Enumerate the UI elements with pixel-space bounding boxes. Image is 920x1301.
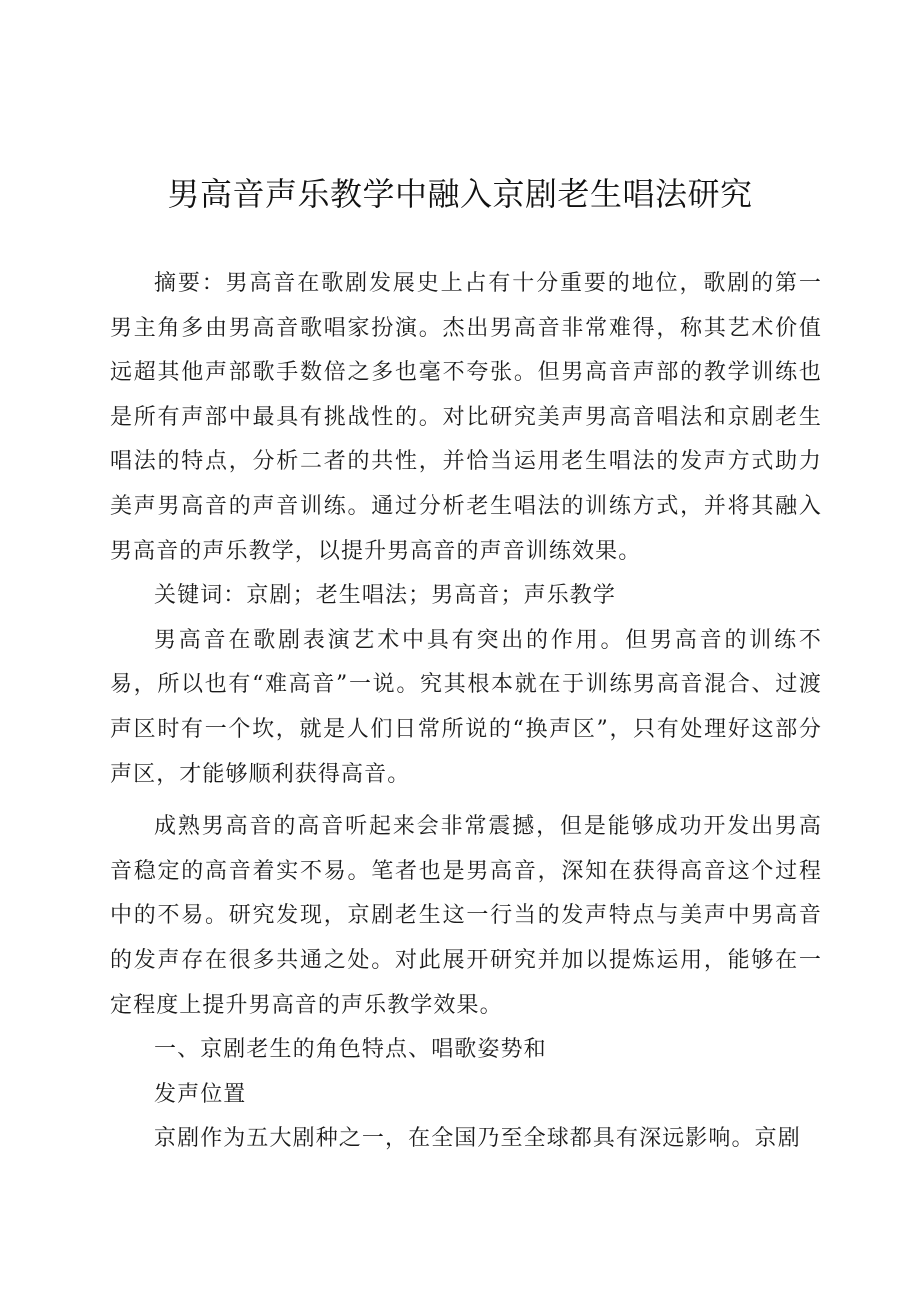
section-heading-1: 一、京剧老生的角色特点、唱歌姿势和 (154, 1037, 547, 1063)
body-paragraph-2: 成熟男高音的高音听起来会非常震撼，但是能够成功开发出男高音稳定的高音着实不易。笔者也是男高音，深知在获得高音这个过程中的不易。研究发现，京剧老生这一行当的发声特点与美声中男高音的发声存在很多共通之处。对此展开研究并加以提炼运用，能够在一定程度上提升男高音的声乐教学效果。 (110, 814, 822, 1018)
section-heading-1-continued: 发声位置 (154, 1081, 247, 1107)
body-paragraph-3: 京剧作为五大剧种之一，在全国乃至全球都具有深远影响。京剧 (154, 1126, 801, 1152)
abstract-paragraph: 摘要：男高音在歌剧发展史上占有十分重要的地位，歌剧的第一男主角多由男高音歌唱家扮演。杰出男高音非常难得，称其艺术价值远超其他声部歌手数倍之多也毫不夸张。但男高音声部的教学训练也是所有声部中最具有挑战性的。对比研究美声男高音唱法和京剧老生唱法的特点，分析二者的共性，并恰当运用老生唱法的发声方式助力美声男高音的声音训练。通过分析老生唱法的训练方式，并将其融入男高音的声乐教学，以提升男高音的声音训练效果。 (110, 271, 822, 564)
document-body (110, 262, 822, 1162)
keywords-line: 关键词：京剧；老生唱法；男高音；声乐教学 (154, 583, 617, 609)
document-title: 男高音声乐教学中融入京剧老生唱法研究 (167, 175, 753, 213)
body-paragraph-1: 男高音在歌剧表演艺术中具有突出的作用。但男高音的训练不易，所以也有“难高音”一说。究其根本就在于训练男高音混合、过渡声区时有一个坎，就是人们日常所说的“换声区”，只有处理好这部分声区，才能够顺利获得高音。 (110, 627, 822, 787)
